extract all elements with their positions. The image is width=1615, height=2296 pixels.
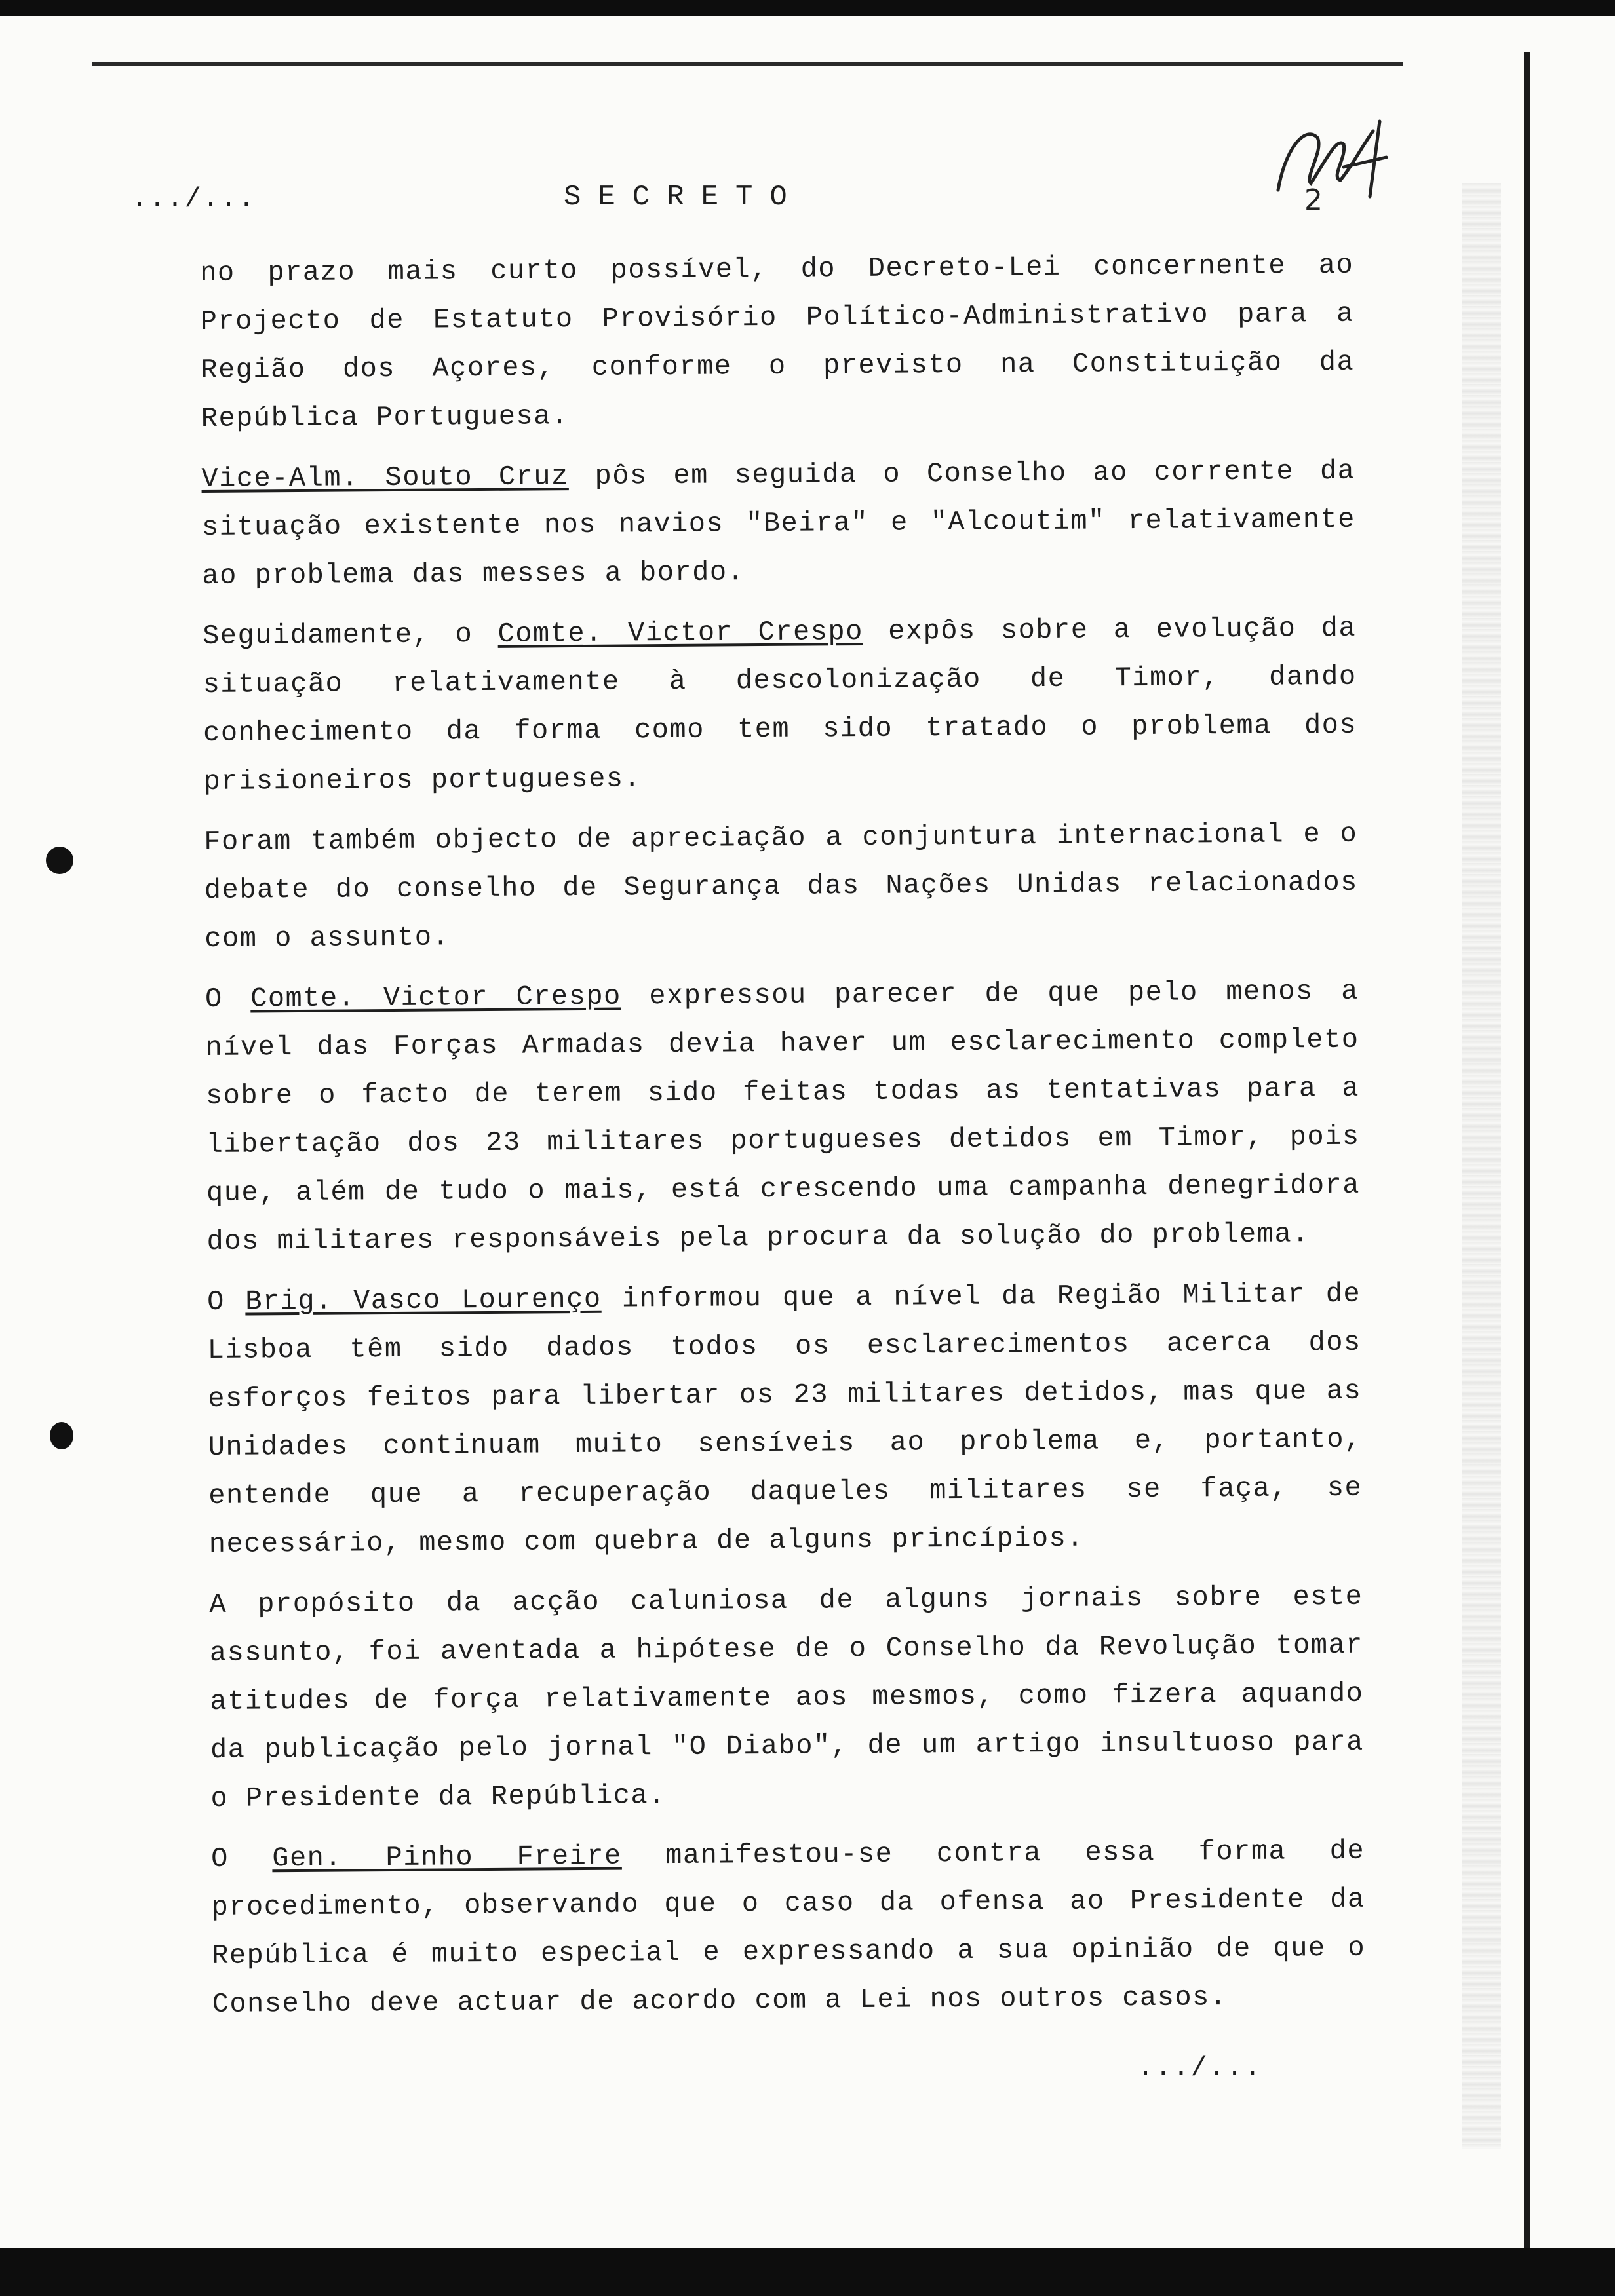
footer-continuation: .../... bbox=[1137, 2052, 1262, 2084]
paragraph-5: O Comte. Victor Crespo expressou parecer de que pelo menos a nível das Forças Armadas devia haver um esclarecimento completo sobre o facto de terem sido feitas todas as tentativas para a libertação dos 23 militares portugueses detidos em Timor, pois que, além de tudo o mais, está crescendo uma campanha denegridora dos militares responsáveis pela procura da solução do problema. bbox=[204, 975, 1361, 1257]
paragraph-8: O Gen. Pinho Freire manifestou-se contra essa forma de procedimento, observando que o caso da ofensa ao Presidente da República é muito especial e expressando a sua opinião de que o Conselho deve actuar de acordo com a Lei nos outros casos. bbox=[210, 1835, 1366, 2020]
paragraph-1: no prazo mais curto possível, do Decreto-Lei concernente ao Projecto de Estatuto Provisório Político-Administrativo para a Região dos Açores, conforme o previsto na Constituição da República Portuguesa. bbox=[200, 249, 1355, 434]
document-body bbox=[200, 241, 1366, 2040]
scan-edge-noise bbox=[1462, 183, 1501, 2149]
handwritten-initials bbox=[1265, 111, 1403, 216]
speaker-name: Comte. Victor Crespo bbox=[250, 980, 621, 1015]
speaker-name: Gen. Pinho Freire bbox=[272, 1840, 622, 1875]
punch-hole-mark-lower bbox=[50, 1422, 73, 1449]
paragraph-7: A propósito da acção caluniosa de alguns jornais sobre este assunto, foi aventada a hipótese de o Conselho da Revolução tomar atitudes de força relativamente aos mesmos, como fizera aquando da publicação pelo jornal "O Diabo", de um artigo insultuoso para o Presidente da República. bbox=[209, 1580, 1365, 1814]
header-continuation: .../... bbox=[131, 183, 256, 215]
speaker-name: Comte. Victor Crespo bbox=[497, 615, 864, 650]
speaker-name: Brig. Vasco Lourenço bbox=[245, 1283, 602, 1318]
page-number: 2 bbox=[1304, 183, 1323, 216]
paragraph-2: Vice-Alm. Souto Cruz pôs em seguida o Conselho ao corrente da situação existente nos navios "Beira" e "Alcoutim" relativamente ao problema das messes a bordo. bbox=[201, 455, 1356, 592]
scan-right-edge bbox=[1524, 52, 1530, 2254]
punch-hole-mark-upper bbox=[46, 847, 73, 874]
scan-bottom-border bbox=[0, 2248, 1615, 2296]
scan-top-rule bbox=[92, 62, 1403, 66]
paragraph-6: O Brig. Vasco Lourenço informou que a nível da Região Militar de Lisboa têm sido dados todos os esclarecimentos acerca dos esforços feitos para libertar os 23 militares detidos, mas que as Unidades continuam muito sensíveis ao problema e, portanto, entende que a recuperação daqueles militares se faça, se necessário, mesmo com quebra de alguns princípios. bbox=[207, 1278, 1363, 1560]
speaker-name: Vice-Alm. Souto Cruz bbox=[201, 461, 569, 495]
classification-label: SECRETO bbox=[564, 181, 804, 214]
paragraph-3: Seguidamente, o Comte. Victor Crespo expôs sobre a evolução da situação relativamente à descolonização de Timor, dando conhecimento da forma como tem sido tratado o problema dos prisioneiros portugueses. bbox=[202, 612, 1357, 797]
paragraph-4: Foram também objecto de apreciação a conjuntura internacional e o debate do conselho de Segurança das Nações Unidas relacionados com o assunto. bbox=[204, 818, 1358, 955]
scan-top-border bbox=[0, 0, 1615, 16]
